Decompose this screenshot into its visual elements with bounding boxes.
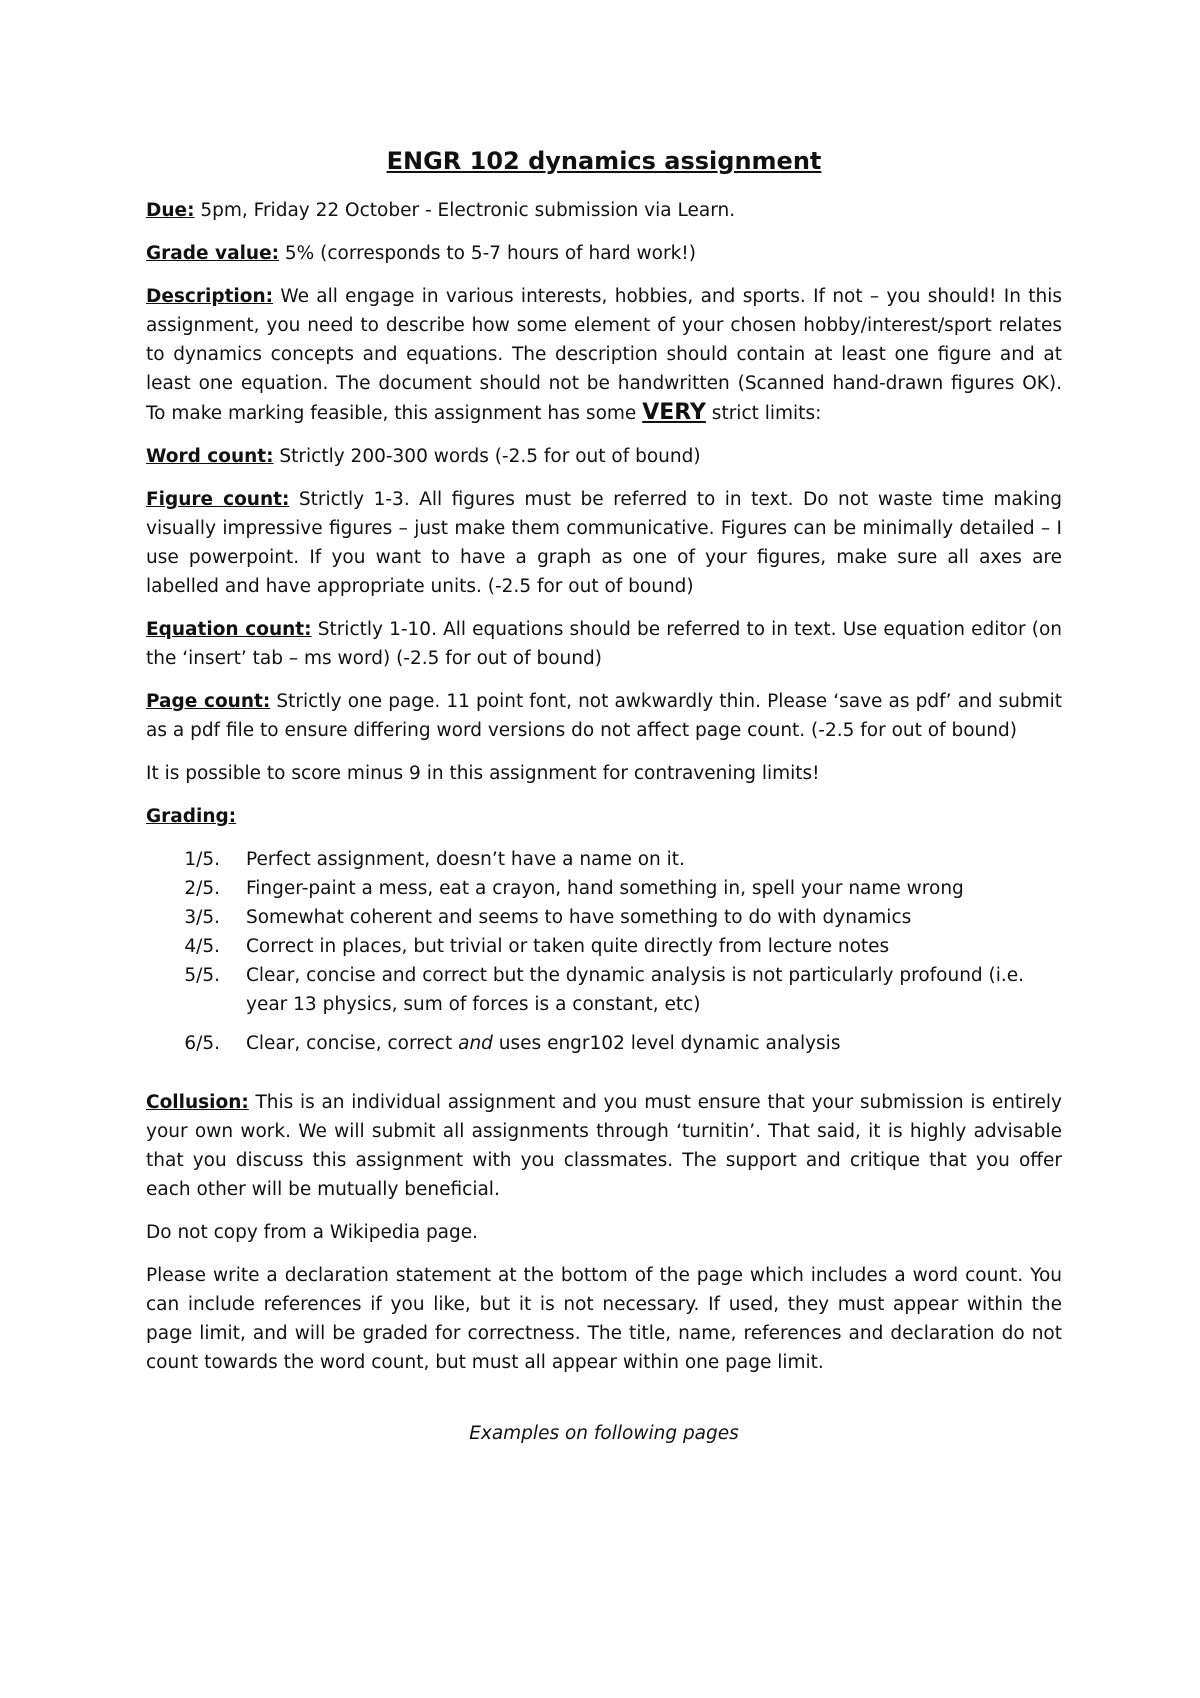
figure-count-label: Figure count: — [146, 489, 290, 510]
document-page — [146, 136, 1062, 1448]
grade-number: 5/5. — [184, 965, 220, 986]
description-label: Description: — [146, 286, 274, 307]
document-title: ENGR 102 dynamics assignment — [386, 147, 822, 175]
due-text: 5pm, Friday 22 October - Electronic submission via Learn. — [194, 200, 736, 221]
grade-number: 2/5. — [184, 878, 220, 899]
description-paragraph — [146, 282, 1062, 428]
grade-text-start: Clear, concise, correct — [246, 1033, 459, 1054]
grade-number: 4/5. — [184, 936, 220, 957]
grade-number: 1/5. — [184, 849, 220, 870]
grading-item — [146, 932, 1062, 961]
grade-description: Clear, concise and correct but the dynamic analysis is not particularly profound (i.e. year 13 physics, sum of forces is a constant, etc) — [246, 965, 1025, 1015]
grade-description: Perfect assignment, doesn’t have a name on it. — [246, 849, 685, 870]
collusion-paragraph — [146, 1088, 1062, 1204]
grading-item — [146, 1029, 1062, 1058]
grade-text-end: uses engr102 level dynamic analysis — [492, 1033, 841, 1054]
page-count-text: Strictly one page. 11 point font, not awkwardly thin. Please ‘save as pdf’ and submit as a pdf file to ensure differing word versions do not affect page count. (-2.5 for out of bound) — [146, 691, 1062, 741]
figure-count-text: Strictly 1-3. All figures must be referred to in text. Do not waste time making visually impressive figures – just make them communicative. Figures can be minimally detailed – I use powerpoint. If you want to have a graph as one of your figures, make sure all axes are labelled and have appropriate units. (-2.5 for out of bound) — [146, 489, 1063, 597]
due-paragraph — [146, 196, 1062, 225]
figure-count-paragraph — [146, 485, 1062, 601]
grade-description: Correct in places, but trivial or taken quite directly from lecture notes — [246, 936, 890, 957]
equation-count-paragraph — [146, 615, 1062, 673]
word-count-paragraph — [146, 442, 1062, 471]
grade-number: 3/5. — [184, 907, 220, 928]
grading-list — [146, 845, 1062, 1058]
page-count-label: Page count: — [146, 691, 271, 712]
footer-note: Examples on following pages — [469, 1423, 739, 1444]
word-count-text: Strictly 200-300 words (-2.5 for out of bound) — [273, 446, 701, 467]
very-emphasis: VERY — [642, 400, 706, 425]
grade-number: 6/5. — [184, 1033, 220, 1054]
description-text-end: strict limits: — [705, 403, 822, 424]
grade-description: Finger-paint a mess, eat a crayon, hand something in, spell your name wrong — [246, 878, 964, 899]
grading-item — [146, 874, 1062, 903]
grade-description: Somewhat coherent and seems to have something to do with dynamics — [246, 907, 912, 928]
grading-label: Grading: — [146, 806, 237, 827]
grade-description — [246, 1029, 1062, 1058]
equation-count-label: Equation count: — [146, 619, 312, 640]
collusion-label: Collusion: — [146, 1092, 249, 1113]
equation-count-text: Strictly 1-10. All equations should be referred to in text. Use equation editor (on the ‘insert’ tab – ms word) (-2.5 for out of bound) — [146, 619, 1062, 669]
wikipedia-note: Do not copy from a Wikipedia page. — [146, 1222, 479, 1243]
grading-item — [146, 903, 1062, 932]
grade-value-paragraph — [146, 239, 1062, 268]
grading-item — [146, 961, 1062, 1019]
grading-list-block — [146, 845, 1062, 1058]
and-emphasis: and — [458, 1033, 493, 1054]
page-count-paragraph — [146, 687, 1062, 745]
description-text: We all engage in various interests, hobbies, and sports. If not – you should! In this assignment, you need to describe how some element of your chosen hobby/interest/sport relates to dynamics concepts and equations. The description should contain at least one figure and at least one equation. The document should not be handwritten (Scanned hand-drawn figures OK). To make marking feasible, this assignment has some — [146, 286, 1062, 424]
minus-note: It is possible to score minus 9 in this assignment for contravening limits! — [146, 763, 820, 784]
grading-item — [146, 845, 1062, 874]
word-count-label: Word count: — [146, 446, 274, 467]
collusion-text: This is an individual assignment and you must ensure that your submission is entirely your own work. We will submit all assignments through ‘turnitin’. That said, it is highly advisable that you discuss this assignment with you classmates. The support and critique that you offer each other will be mutually beneficial. — [146, 1092, 1062, 1200]
grade-value-label: Grade value: — [146, 243, 280, 264]
declaration-note: Please write a declaration statement at the bottom of the page which includes a word count. You can include references if you like, but it is not necessary. If used, they must appear within the page limit, and will be graded for correctness. The title, name, references and declaration do not count towards the word count, but must all appear within one page limit. — [146, 1265, 1062, 1373]
grading-heading — [146, 802, 1062, 831]
due-label: Due: — [146, 200, 195, 221]
grade-value-text: 5% (corresponds to 5-7 hours of hard work!) — [279, 243, 696, 264]
